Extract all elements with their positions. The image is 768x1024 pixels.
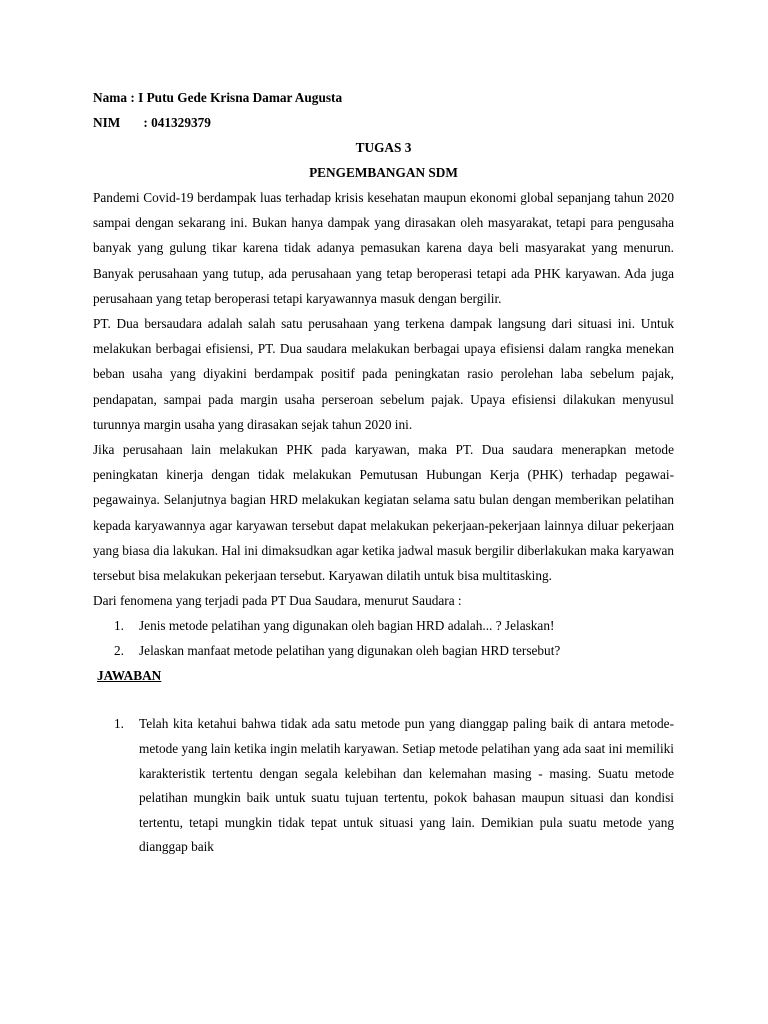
question-list <box>93 613 674 663</box>
assignment-subtitle: PENGEMBANGAN SDM <box>309 165 458 180</box>
answer-item <box>93 712 674 860</box>
paragraph-training: Jika perusahaan lain melakukan PHK pada karyawan, maka PT. Dua saudara menerapkan metode peningkatan kinerja dengan tidak melakukan Pemutusan Hubungan Kerja (PHK) terhadap pegawai-pegawainya. Selanjutnya bagian HRD melakukan kegiatan selama satu bulan dengan memberikan pelatihan kepada karyawannya agar karyawan tersebut dapat melakukan pekerjaan-pekerjaan lainnya diluar pekerjaan yang biasa dia lakukan. Hal ini dimaksudkan agar ketika jadwal masuk bergilir diberlakukan maka karyawan tersebut bisa melakukan pekerjaan tersebut. Karyawan dilatih untuk bisa multitasking. <box>93 442 674 584</box>
questions-intro: Dari fenomena yang terjadi pada PT Dua Saudara, menurut Saudara : <box>93 593 462 609</box>
paragraph-company: PT. Dua bersaudara adalah salah satu perusahaan yang terkena dampak langsung dari situasi ini. Untuk melakukan berbagai efisiensi, PT. Dua saudara melakukan berbagai upaya efisiensi dalam rangka menekan beban usaha yang diyakini berdampak positif pada peningkatan rasio perolehan laba sebelum pajak, pendapatan, sampai pada margin usaha perseroan sebelum pajak. Upaya efisiensi dilakukan menyusul turunnya margin usaha yang dirasakan sejak tahun 2020 ini. <box>93 316 674 432</box>
nim-label: NIM <box>93 115 121 130</box>
answer-heading: JAWABAN <box>97 668 162 684</box>
answer-list <box>93 712 674 860</box>
nim-value: : 041329379 <box>143 115 211 130</box>
name-value: : I Putu Gede Krisna Damar Augusta <box>130 90 343 105</box>
paragraph-pandemic: Pandemi Covid-19 berdampak luas terhadap krisis kesehatan maupun ekonomi global sepanjang tahun 2020 sampai dengan sekarang ini. Bukan hanya dampak yang dirasakan oleh masyarakat, tetapi para pengusaha banyak yang gulung tikar karena tidak adanya pemasukan karena daya beli masyarakat yang menurun. Banyak perusahaan yang tutup, ada perusahaan yang tetap beroperasi tetapi ada PHK karyawan. Ada juga perusahaan yang tetap beroperasi tetapi karyawannya masuk dengan bergilir. <box>93 190 674 306</box>
name-label: Nama <box>93 90 127 105</box>
question-text: Jelaskan manfaat metode pelatihan yang digunakan oleh bagian HRD tersebut? <box>139 643 561 659</box>
name-line <box>93 85 674 110</box>
question-item <box>93 613 674 638</box>
question-text: Jenis metode pelatihan yang digunakan oleh bagian HRD adalah... ? Jelaskan! <box>139 618 555 634</box>
spacer <box>93 688 674 712</box>
question-number: 2. <box>114 643 124 659</box>
answer-text: Telah kita ketahui bahwa tidak ada satu metode pun yang dianggap paling baik di antara metode-metode yang lain ketika ingin melatih karyawan. Setiap metode pelatihan yang ada saat ini memiliki karakteristik tertentu dengan segala kelebihan dan kelemahan masing - masing. Suatu metode pelatihan mungkin baik untuk suatu tujuan tertentu, pokok bahasan maupun situasi dan kondisi tertentu, tetapi mungkin tidak tepat untuk situasi yang lain. Demikian pula suatu metode yang dianggap baik <box>139 716 674 855</box>
nim-line <box>93 110 674 135</box>
question-item <box>93 638 674 663</box>
assignment-title: TUGAS 3 <box>355 140 412 155</box>
answer-number: 1. <box>114 716 124 732</box>
question-number: 1. <box>114 618 124 634</box>
document-content <box>93 85 674 860</box>
